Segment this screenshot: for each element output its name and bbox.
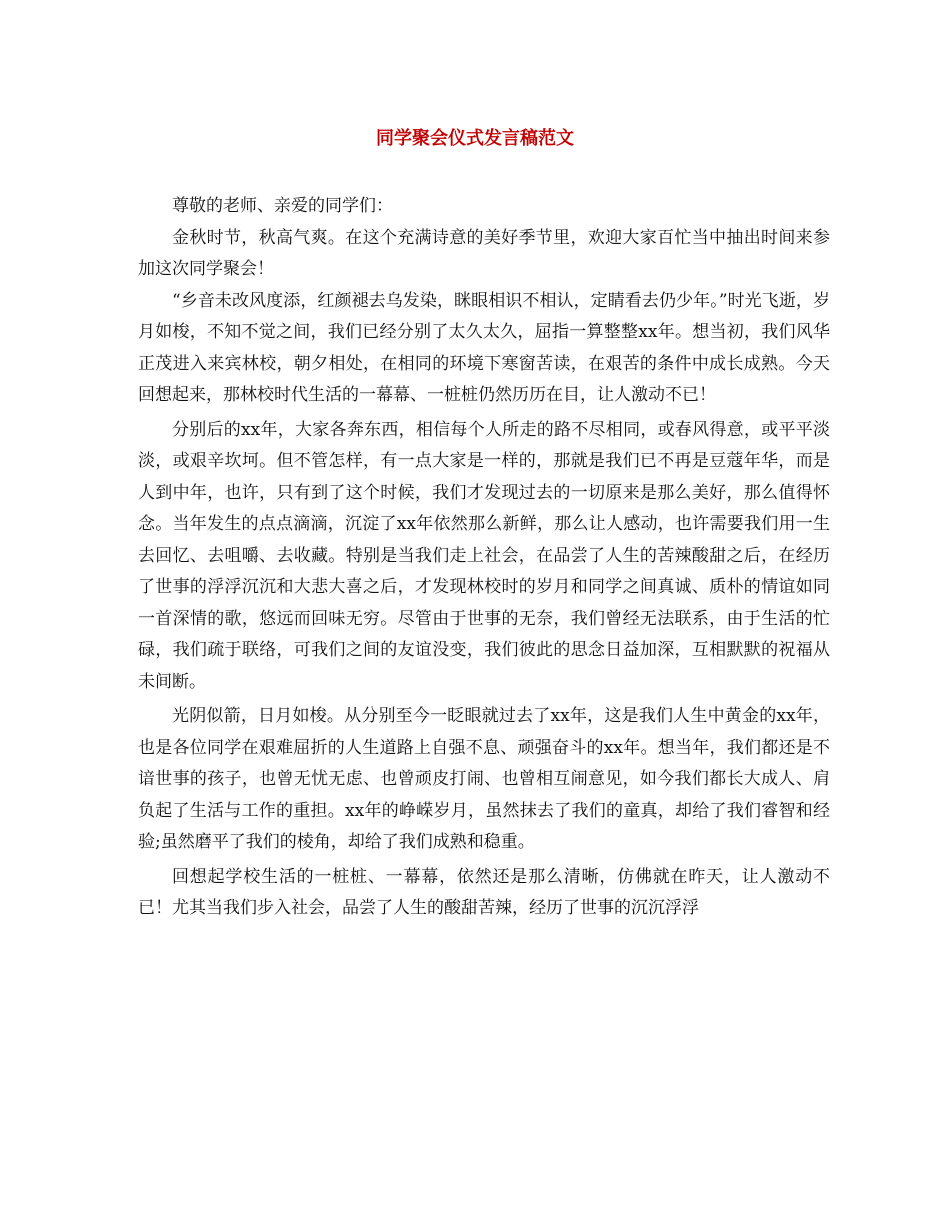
paragraph-salutation: 尊敬的老师、亲爱的同学们：	[172, 196, 393, 216]
document-body	[138, 191, 830, 925]
paragraph-1: 金秋时节，秋高气爽。在这个充满诗意的美好季节里，欢迎大家百忙当中抽出时间来参加这次同学聚会！	[138, 227, 830, 279]
paragraph-3: 分别后的xx年，大家各奔东西，相信每个人所走的路不尽相同，或春风得意，或平平淡淡，或艰辛坎坷。但不管怎样，有一点大家是一样的，那就是我们已不再是豆蔻年华，而是人到中年，也许，只有到了这个时候，我们才发现过去的一切原来是那么美好，那么值得怀念。当年发生的点点滴滴，沉淀了xx年依然那么新鲜，那么让人感动，也许需要我们用一生去回忆、去咀嚼、去收藏。特别是当我们走上社会，在品尝了人生的苦辣酸甜之后，在经历了世事的浮浮沉沉和大悲大喜之后，才发现林校时的岁月和同学之间真诚、质朴的情谊如同一首深情的歌，悠远而回味无穷。尽管由于世事的无奈，我们曾经无法联系，由于生活的忙碌，我们疏于联络，可我们之间的友谊没变，我们彼此的思念日益加深，互相默默的祝福从未间断。	[138, 419, 830, 692]
paragraph-2: “乡音未改风度添，红颜褪去乌发染，眯眼相识不相认，定睛看去仍少年。”时光飞逝，岁月如梭，不知不觉之间，我们已经分别了太久太久，屈指一算整整xx年。想当初，我们风华正茂进入来宾林校，朝夕相处，在相同的环境下寒窗苦读，在艰苦的条件中成长成熟。今天回想起来，那林校时代生活的一幕幕、一桩桩仍然历历在目，让人激动不已！	[138, 290, 830, 405]
document-title: 同学聚会仪式发言稿范文	[376, 128, 574, 149]
paragraph-5: 回想起学校生活的一桩桩、一幕幕，依然还是那么清晰，仿佛就在昨天，让人激动不已！尤其当我们步入社会，品尝了人生的酸甜苦辣，经历了世事的沉沉浮浮	[138, 866, 830, 918]
paragraph-4: 光阴似箭，日月如梭。从分别至今一眨眼就过去了xx年，这是我们人生中黄金的xx年，也是各位同学在艰难屈折的人生道路上自强不息、顽强奋斗的xx年。想当年，我们都还是不谙世事的孩子，也曾无忧无虑、也曾顽皮打闹、也曾相互闹意见，如今我们都长大成人、肩负起了生活与工作的重担。xx年的峥嵘岁月，虽然抹去了我们的童真，却给了我们睿智和经验;虽然磨平了我们的棱角，却给了我们成熟和稳重。	[138, 706, 830, 852]
